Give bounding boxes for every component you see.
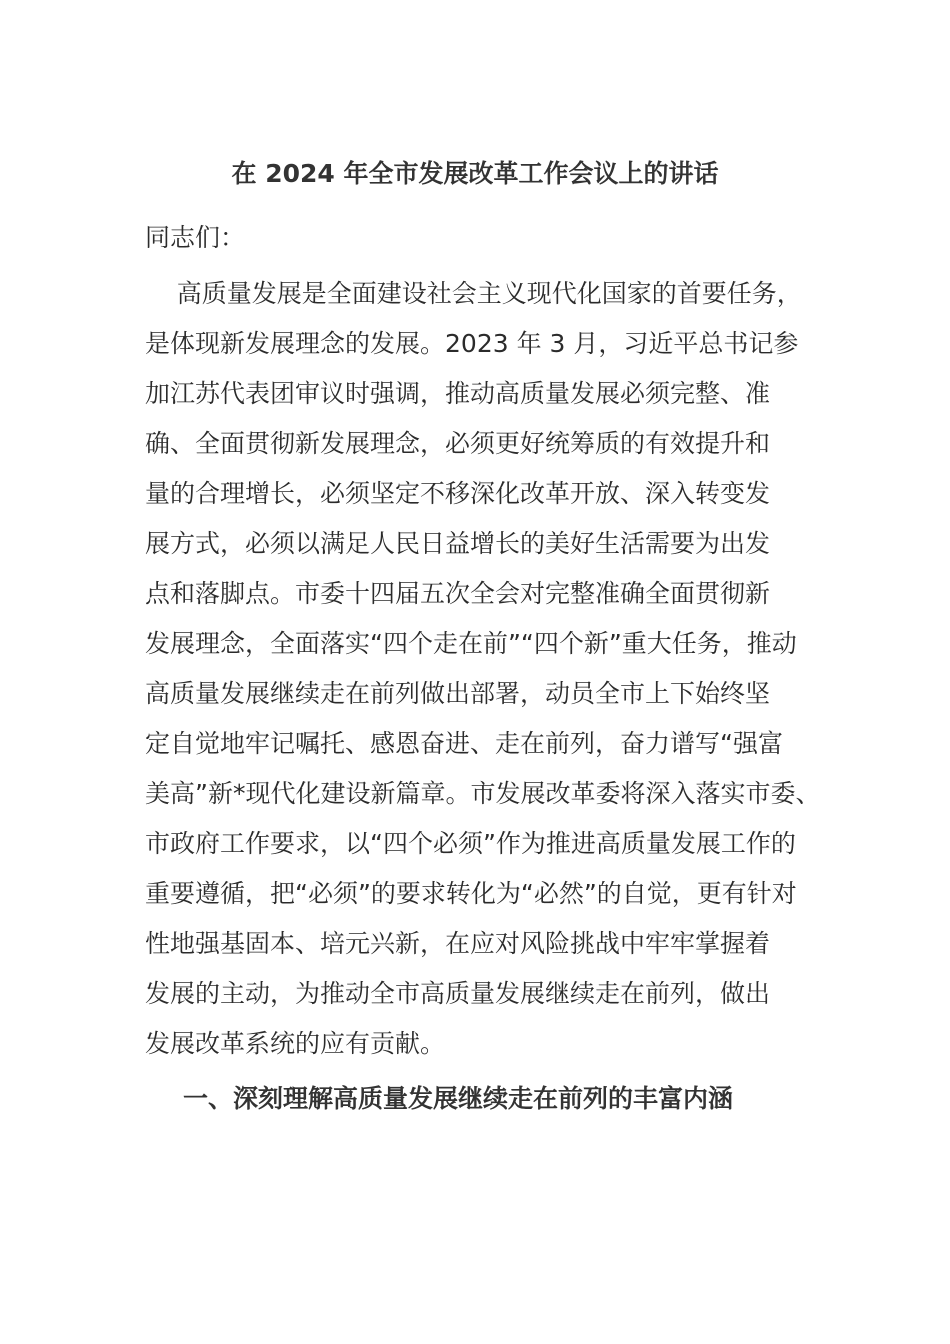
- document-title: 在 2024 年全市发展改革工作会议上的讲话: [231, 159, 719, 188]
- paragraph-line: 性地强基固本、培元兴新，在应对风险挑战中牢牢掌握着: [145, 929, 771, 958]
- paragraph-line: 市政府工作要求，以“四个必须”作为推进高质量发展工作的: [145, 829, 796, 858]
- paragraph-line: 确、全面贯彻新发展理念，必须更好统筹质的有效提升和: [145, 429, 771, 458]
- paragraph-line: 高质量发展是全面建设社会主义现代化国家的首要任务，: [145, 279, 802, 308]
- paragraph-line: 高质量发展继续走在前列做出部署，动员全市上下始终坚: [145, 679, 771, 708]
- paragraph-line: 发展理念，全面落实“四个走在前”“四个新”重大任务，推动: [145, 629, 797, 658]
- paragraph-line: 美高”新*现代化建设新篇章。市发展改革委将深入落实市委、: [145, 779, 821, 808]
- paragraph-line: 量的合理增长，必须坚定不移深化改革开放、深入转变发: [145, 479, 771, 508]
- paragraph-line: 加江苏代表团审议时强调，推动高质量发展必须完整、准: [145, 379, 771, 408]
- section-heading: 一、深刻理解高质量发展继续走在前列的丰富内涵: [183, 1084, 734, 1113]
- paragraph-line: 定自觉地牢记嘱托、感恩奋进、走在前列，奋力谱写“强富: [145, 729, 783, 758]
- paragraph-line: 展方式，必须以满足人民日益增长的美好生活需要为出发: [145, 529, 771, 558]
- paragraph-line: 发展改革系统的应有贡献。: [145, 1029, 446, 1058]
- salutation: 同志们：: [145, 223, 246, 252]
- paragraph-line: 点和落脚点。市委十四届五次全会对完整准确全面贯彻新: [145, 579, 771, 608]
- paragraph-line: 重要遵循，把“必须”的要求转化为“必然”的自觉，更有针对: [145, 879, 797, 908]
- paragraph-line: 发展的主动，为推动全市高质量发展继续走在前列，做出: [145, 979, 771, 1008]
- paragraph-line: 是体现新发展理念的发展。2023 年 3 月，习近平总书记参: [145, 329, 799, 358]
